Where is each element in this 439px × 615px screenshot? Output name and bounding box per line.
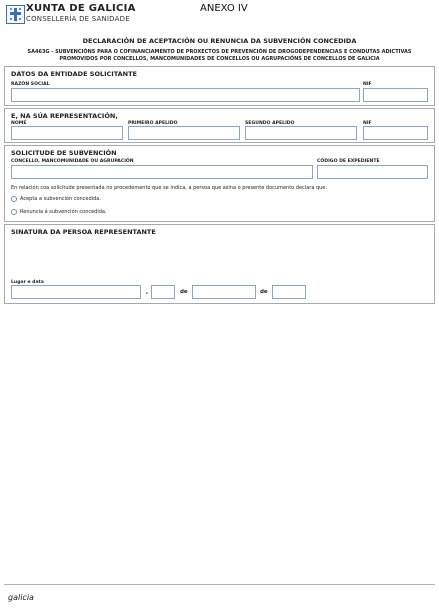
company-name-label: RAZÓN SOCIAL — [11, 82, 50, 87]
procedure-line-1: SA463G - SUBVENCIÓNS PARA O COFINANCIAMENTO DE PROXECTOS DE PREVENCIÓN DE DROGODEPENDENCIAS E CONDUTAS ADICTIVAS — [27, 49, 412, 55]
council-field[interactable] — [11, 165, 313, 179]
entity-nif-label: NIF — [363, 82, 372, 87]
representative-nif-label: NIF — [363, 121, 372, 126]
procedure-line-2: PROMOVIDOS POR CONCELLOS, MANCOMUNIDADES DE CONCELLOS OU AGRUPACIÓNS DE CONCELLOS DE GALICIA — [59, 56, 380, 62]
document-title: DECLARACIÓN DE ACEPTACIÓN OU RENUNCIA DA SUBVENCIÓN CONCEDIDA — [82, 37, 357, 45]
footer-divider — [4, 584, 435, 585]
first-name-field[interactable] — [11, 126, 123, 140]
representative-section-title: E, NA SÚA REPRESENTACIÓN, — [11, 112, 118, 120]
place-date-label: Lugar e data — [11, 280, 44, 285]
xunta-emblem-icon — [6, 5, 25, 24]
second-surname-label: SEGUNDO APELIDO — [245, 121, 295, 126]
annex-label: ANEXO IV — [200, 3, 248, 14]
first-name-label: NOME — [11, 121, 27, 126]
first-surname-field[interactable] — [128, 126, 240, 140]
accept-radio[interactable] — [11, 196, 17, 202]
first-surname-label: PRIMEIRO APELIDO — [128, 121, 178, 126]
entity-section-title: DATOS DA ENTIDADE SOLICITANTE — [11, 70, 138, 78]
representative-nif-field[interactable] — [363, 126, 428, 140]
signature-section — [4, 224, 435, 304]
accept-label: Acepta a subvención concedida. — [20, 196, 101, 202]
request-section-title: SOLICITUDE DE SUBVENCIÓN — [11, 149, 117, 157]
renounce-label: Renuncia á subvención concedida. — [20, 209, 107, 215]
de-separator-1: de — [180, 289, 188, 295]
year-field[interactable] — [272, 285, 306, 299]
entity-section — [4, 66, 435, 106]
logo-subtitle: CONSELLERÍA DE SANIDADE — [26, 15, 130, 23]
council-label: CONCELLO, MANCOMUNIDADE OU AGRUPACIÓN — [11, 159, 134, 164]
comma-separator: , — [146, 289, 149, 295]
file-code-field[interactable] — [317, 165, 428, 179]
representative-section — [4, 108, 435, 143]
galicia-logo: galicia — [8, 593, 34, 602]
day-field[interactable] — [151, 285, 175, 299]
second-surname-field[interactable] — [245, 126, 357, 140]
month-field[interactable] — [192, 285, 256, 299]
company-name-field[interactable] — [11, 88, 360, 102]
entity-nif-field[interactable] — [363, 88, 428, 102]
cross-emblem-icon — [7, 6, 24, 23]
de-separator-2: de — [260, 289, 268, 295]
renounce-radio[interactable] — [11, 209, 17, 215]
file-code-label: CÓDIGO DE EXPEDIENTE — [317, 159, 380, 164]
place-field[interactable] — [11, 285, 141, 299]
logo-title: XUNTA DE GALICIA — [26, 3, 136, 14]
request-section — [4, 145, 435, 222]
signature-section-title: SINATURA DA PERSOA REPRESENTANTE — [11, 228, 156, 236]
declaration-statement: En relación coa solicitude presentada no procedemento que se indica, a persoa que asina o presente documento declara que: — [11, 185, 328, 191]
